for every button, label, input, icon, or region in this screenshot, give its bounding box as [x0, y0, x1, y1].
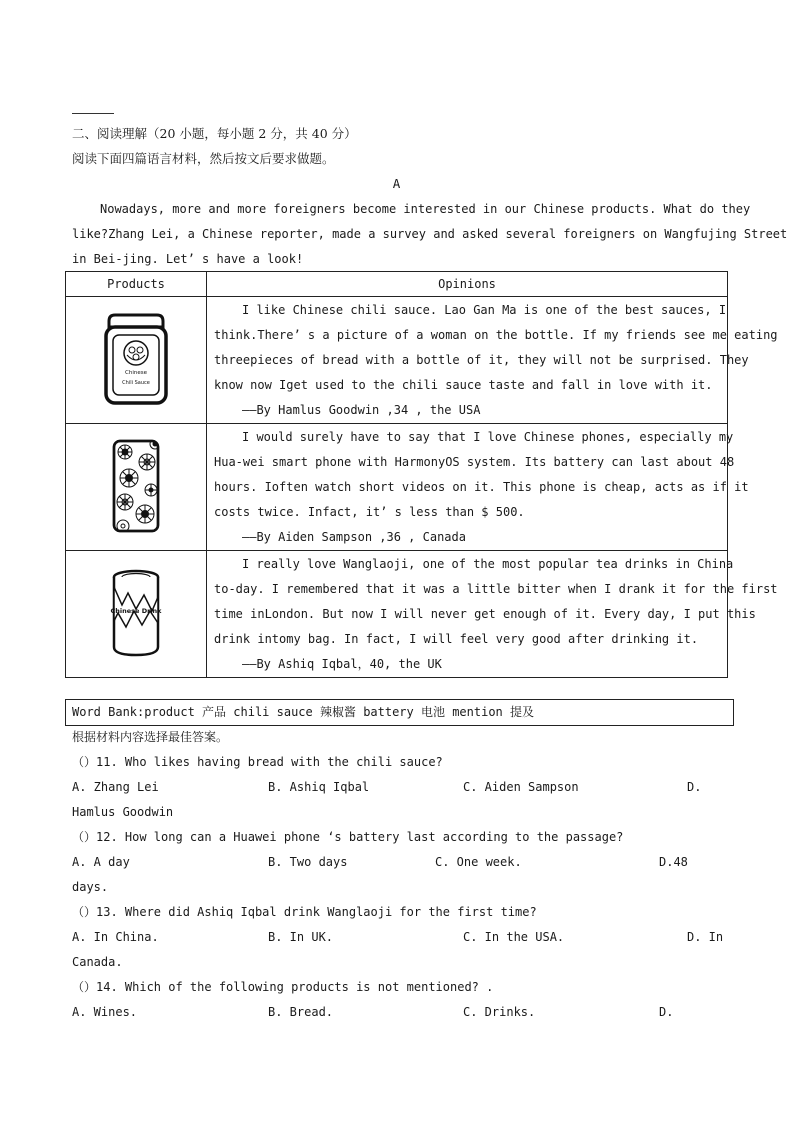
header-rule: [72, 113, 114, 114]
opinion-line: I really love Wanglaoji, one of the most popular tea drinks in China: [242, 557, 734, 571]
opinion-line: Hua-wei smart phone with HarmonyOS system. Its battery can last about 48: [214, 455, 735, 469]
option-d[interactable]: D. In: [687, 930, 724, 944]
question-stem: （）12. How long can a Huawei phone ‘s battery last according to the passage?: [72, 830, 624, 844]
word-bank: Word Bank:product 产品 chili sauce 辣椒酱 battery 电池 mention 提及: [65, 699, 734, 726]
option-a[interactable]: A. Wines.: [72, 1005, 138, 1019]
product-cell: [66, 297, 207, 424]
option-d-wrap[interactable]: Hamlus Goodwin: [72, 805, 174, 819]
opinion-line: time inLondon. But now I will never get enough of it. Every day, I put this: [214, 607, 756, 621]
opinion-cell: [207, 424, 749, 551]
question-instruction: 根据材料内容选择最佳答案。: [72, 730, 229, 744]
opinion-cell: [207, 297, 778, 424]
can-label: Chinese Drink: [110, 606, 162, 615]
table-header-row: [66, 272, 728, 297]
opinion-line: I like Chinese chili sauce. Lao Gan Ma is one of the best sauces, I: [242, 303, 727, 317]
question-stem: （）13. Where did Ashiq Iqbal drink Wanglaoji for the first time?: [72, 905, 537, 919]
table-row: [66, 297, 728, 424]
intro-line: in Bei-jing. Let’ s have a look!: [72, 252, 304, 266]
option-c[interactable]: C. In the USA.: [463, 930, 565, 944]
section-title: 二、阅读理解（20 小题，每小题 2 分，共 40 分）: [72, 126, 357, 141]
product-cell: [66, 424, 207, 551]
instruction-text: 阅读下面四篇语言材料，然后按文后要求做题。: [72, 151, 335, 166]
option-d[interactable]: D.: [687, 780, 702, 794]
option-c[interactable]: C. One week.: [435, 855, 522, 869]
opinions-table: [65, 271, 778, 678]
option-d-wrap[interactable]: Canada.: [72, 955, 123, 969]
opinion-line: to-day. I remembered that it was a little bitter when I drank it for the first: [214, 582, 778, 596]
opinion-line: I would surely have to say that I love Chinese phones, especially my: [242, 430, 734, 444]
flower-phone-icon: [111, 438, 161, 534]
drink-can-icon: [108, 567, 164, 659]
header-products: Products: [66, 272, 207, 297]
opinion-cell: [207, 551, 778, 678]
option-c[interactable]: C. Drinks.: [463, 1005, 536, 1019]
intro-line: like?Zhang Lei, a Chinese reporter, made a survey and asked several foreigners on Wangfujing Street: [72, 227, 788, 241]
option-b[interactable]: B. Ashiq Iqbal: [268, 780, 370, 794]
option-b[interactable]: B. In UK.: [268, 930, 334, 944]
jar-label-top: Chinese: [125, 369, 147, 376]
intro-paragraph: [72, 197, 788, 272]
opinion-line: know now Iget used to the chili sauce taste and fall in love with it.: [214, 378, 713, 392]
option-a[interactable]: A. A day: [72, 855, 130, 869]
opinion-line: threepieces of bread with a bottle of it, they will not be surprised. They: [214, 353, 749, 367]
chili-sauce-jar-icon: [101, 311, 171, 407]
passage-label: A: [392, 176, 401, 191]
option-b[interactable]: B. Bread.: [268, 1005, 334, 1019]
header-opinions: Opinions: [207, 272, 728, 297]
option-c[interactable]: C. Aiden Sampson: [463, 780, 579, 794]
option-b[interactable]: B. Two days: [268, 855, 348, 869]
product-cell: [66, 551, 207, 678]
option-d-wrap[interactable]: days.: [72, 880, 109, 894]
question-stem: （）11. Who likes having bread with the chili sauce?: [72, 755, 443, 769]
opinion-line: costs twice. Infact, it’ s less than $ 500.: [214, 505, 525, 519]
option-a[interactable]: A. Zhang Lei: [72, 780, 159, 794]
opinion-line: drink intomy bag. In fact, I will feel very good after drinking it.: [214, 632, 699, 646]
option-a[interactable]: A. In China.: [72, 930, 159, 944]
option-d[interactable]: D.: [659, 1005, 674, 1019]
opinion-signature: ——By Hamlus Goodwin ,34 , the USA: [242, 403, 481, 417]
question-stem: （）14. Which of the following products is not mentioned? .: [72, 980, 494, 994]
option-d[interactable]: D.48: [659, 855, 688, 869]
jar-label-bottom: Chili Sauce: [122, 379, 150, 386]
opinion-signature: ——By Ashiq Iqbal，40, the UK: [242, 657, 442, 671]
opinion-line: think.There’ s a picture of a woman on the bottle. If my friends see me eating: [214, 328, 778, 342]
table-row: [66, 551, 728, 678]
intro-line: Nowadays, more and more foreigners become interested in our Chinese products. What do they: [100, 202, 751, 216]
opinion-signature: ——By Aiden Sampson ,36 , Canada: [242, 530, 466, 544]
table-row: [66, 424, 728, 551]
opinion-line: hours. Ioften watch short videos on it. This phone is cheap, acts as if it: [214, 480, 749, 494]
